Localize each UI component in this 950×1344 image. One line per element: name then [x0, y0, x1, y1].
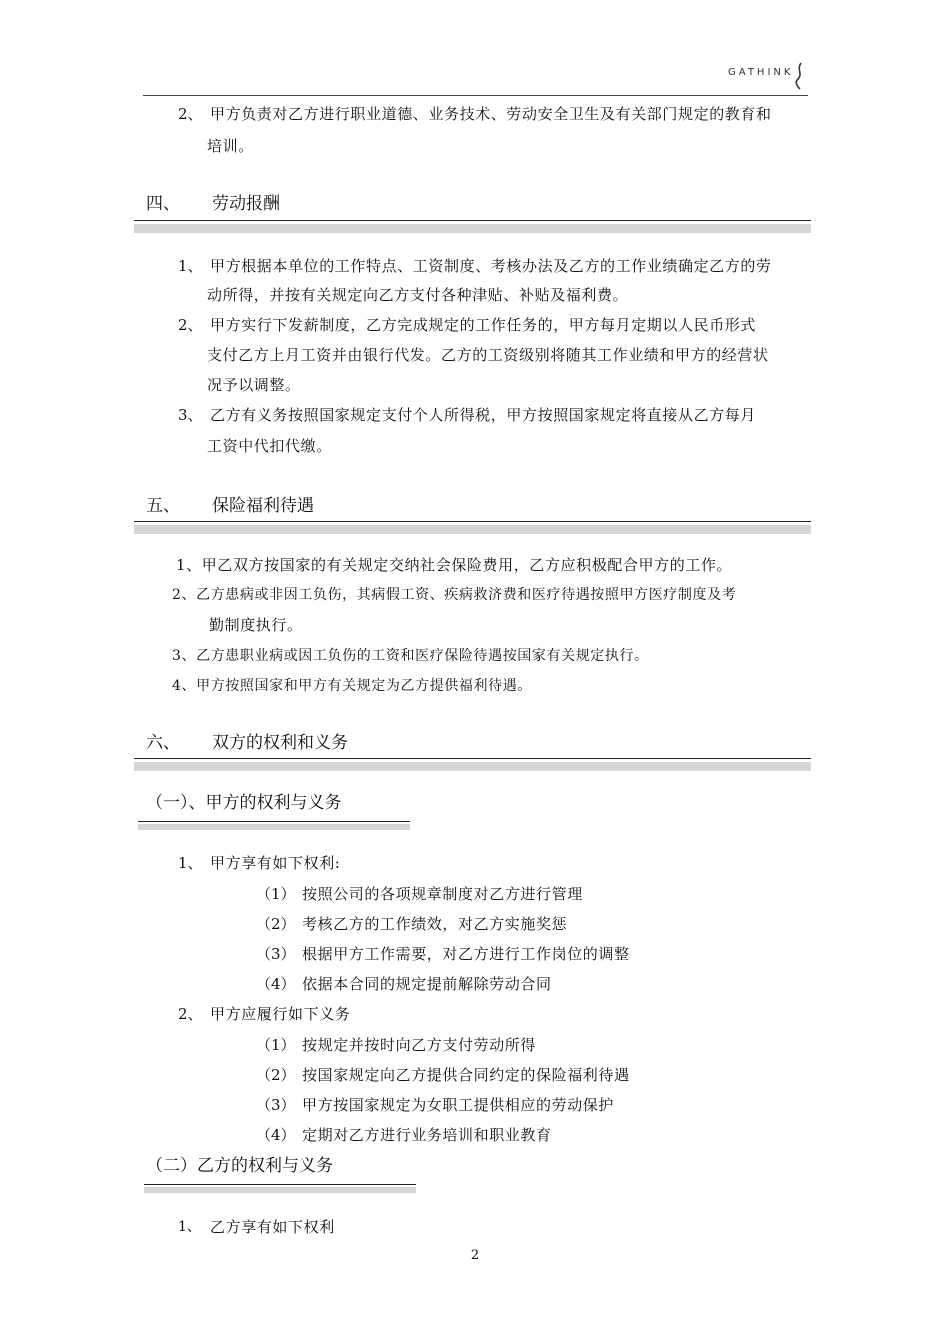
section-rule-shade — [134, 762, 811, 771]
section-number: 五、 — [146, 496, 180, 516]
paragraph-line: 甲方根据本单位的工作特点、工资制度、考核办法及乙方的工作业绩确定乙方的劳 — [210, 257, 772, 275]
list-number: （4） — [256, 975, 296, 993]
paragraph-line: 况予以调整。 — [207, 376, 301, 394]
list-item: 甲方按国家规定为女职工提供相应的劳动保护 — [302, 1096, 615, 1114]
section-title: 劳动报酬 — [212, 194, 280, 214]
section-number: 四、 — [146, 194, 180, 214]
section-title: 双方的权利和义务 — [212, 733, 348, 753]
page-number: 2 — [470, 1248, 480, 1263]
list-number: 1、 — [178, 1219, 201, 1235]
list-item: 按规定并按时向乙方支付劳动所得 — [302, 1036, 537, 1054]
list-item: 按照公司的各项规章制度对乙方进行管理 — [302, 885, 583, 903]
list-number: （4） — [256, 1126, 296, 1144]
list-number: 2、 — [178, 1005, 203, 1023]
list-number: （1） — [256, 885, 296, 903]
brand-logo-text: GATHINK — [728, 67, 794, 78]
list-item: 定期对乙方进行业务培训和职业教育 — [302, 1126, 552, 1144]
paragraph-line: 工资中代扣代缴。 — [207, 437, 332, 455]
header-rule — [143, 95, 808, 96]
subsection-title: （二）乙方的权利与义务 — [146, 1156, 333, 1176]
section-rule — [134, 220, 811, 221]
list-number: （1） — [256, 1036, 296, 1054]
paragraph-line: 甲方应履行如下义务 — [210, 1005, 351, 1023]
list-item: 根据甲方工作需要，对乙方进行工作岗位的调整 — [302, 945, 630, 963]
paragraph-line: 甲方实行下发薪制度，乙方完成规定的工作任务的，甲方每月定期以人民币形式 — [210, 316, 757, 334]
brand-logo-icon — [792, 62, 806, 90]
list-number: 2、 — [178, 316, 203, 334]
list-item: 依据本合同的规定提前解除劳动合同 — [302, 975, 552, 993]
list-item: 按国家规定向乙方提供合同约定的保险福利待遇 — [302, 1066, 630, 1084]
subsection-rule-shade — [144, 1187, 416, 1193]
section-rule-shade — [134, 224, 811, 233]
paragraph-line: 甲方享有如下权利: — [210, 854, 341, 872]
section-rule-shade — [134, 525, 811, 534]
paragraph-line: 1、甲乙双方按国家的有关规定交纳社会保险费用，乙方应积极配合甲方的工作。 — [176, 556, 733, 574]
section-number: 六、 — [146, 733, 180, 753]
subsection-rule — [144, 1184, 416, 1185]
list-number: （3） — [256, 945, 296, 963]
paragraph-line: 培训。 — [207, 137, 254, 155]
section-rule — [134, 521, 811, 522]
list-number: （2） — [256, 915, 296, 933]
paragraph-line: 勤制度执行。 — [209, 616, 303, 634]
subsection-rule-shade — [138, 824, 410, 830]
paragraph-line: 4、甲方按照国家和甲方有关规定为乙方提供福利待遇。 — [172, 678, 532, 694]
subsection-rule — [138, 821, 410, 822]
paragraph-line: 甲方负责对乙方进行职业道德、业务技术、劳动安全卫生及有关部门规定的教育和 — [210, 105, 772, 123]
list-number: （2） — [256, 1066, 296, 1084]
paragraph-line: 乙方享有如下权利 — [210, 1218, 335, 1236]
list-number: 2、 — [178, 105, 203, 123]
subsection-title: （一）、甲方的权利与义务 — [146, 793, 342, 813]
section-rule — [134, 758, 811, 759]
paragraph-line: 2、乙方患病或非因工负伤，其病假工资、疾病救济费和医疗待遇按照甲方医疗制度及考 — [172, 587, 737, 603]
list-item: 考核乙方的工作绩效，对乙方实施奖惩 — [302, 915, 568, 933]
paragraph-line: 动所得，并按有关规定向乙方支付各种津贴、补贴及福利费。 — [207, 286, 629, 304]
list-number: （3） — [256, 1096, 296, 1114]
paragraph-line: 支付乙方上月工资并由银行代发。乙方的工资级别将随其工作业绩和甲方的经营状 — [207, 346, 769, 364]
section-title: 保险福利待遇 — [212, 496, 314, 516]
paragraph-line: 乙方有义务按照国家规定支付个人所得税，甲方按照国家规定将直接从乙方每月 — [210, 406, 757, 424]
list-number: 1、 — [178, 854, 203, 872]
list-number: 3、 — [178, 406, 203, 424]
paragraph-line: 3、乙方患职业病或因工负伤的工资和医疗保险待遇按国家有关规定执行。 — [172, 648, 649, 664]
list-number: 1、 — [178, 257, 203, 275]
